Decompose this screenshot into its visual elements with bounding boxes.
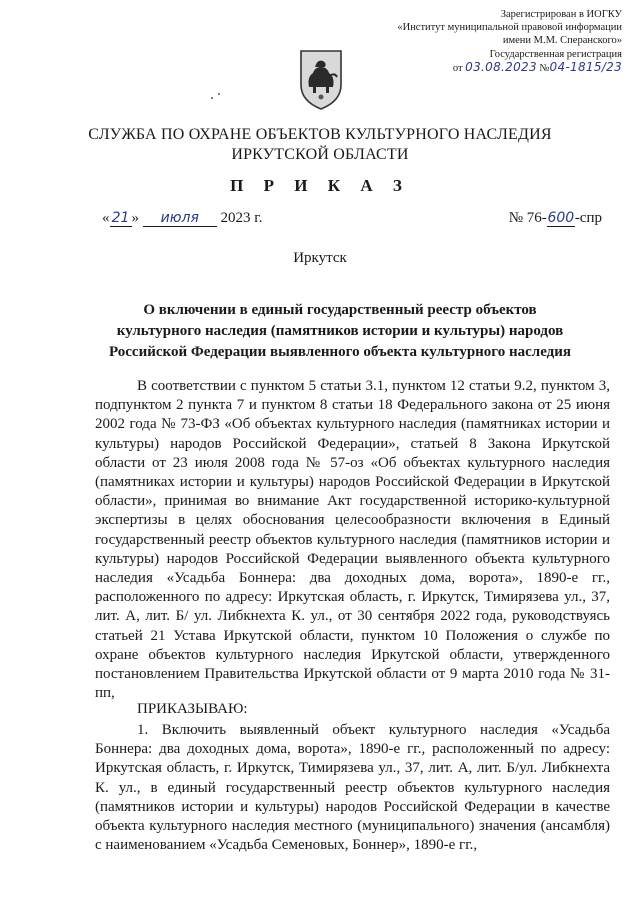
organization-line-1: СЛУЖБА ПО ОХРАНЕ ОБЪЕКТОВ КУЛЬТУРНОГО НАСЛЕДИЯ xyxy=(88,126,552,143)
order-number xyxy=(509,210,602,227)
number-handwritten: 600 xyxy=(547,210,575,226)
organization-name xyxy=(0,125,640,165)
document-type: П Р И К А З xyxy=(230,176,410,195)
document-title: О включении в единый государственный реестр объектов культурного наследия (памятников истории и культуры) народов Российской Федерации выявленного объекта культурного наследия xyxy=(108,302,572,360)
date-year: 2023 г. xyxy=(220,210,263,226)
date-day: 21 xyxy=(110,210,132,227)
preamble-paragraph: В соответствии с пунктом 5 статьи 3.1, пунктом 12 статьи 9.2, пунктом 3, подпунктом 2 пункта 7 и пунктом 8 статьи 18 Федерального закона от 25 июня 2002 года № 73-ФЗ «Об объектах культурного наследия (памятниках истории и культуры) народов Российской Федерации», статьей 8 Закона Иркутской области от 23 июля 2008 года № 57-оз «Об объектах культурного наследия (памятниках истории и культуры) народов Российской Федерации в Иркутской области», принимая во внимание Акт государственной историко-культурной экспертизы в целях обоснования целесообразности включения в Единый государственный реестр объектов культурного наследия (памятников истории и культуры) народов Российской Федерации выявленного объекта культурного наследия «Усадьба Боннера: два доходных дома, ворота», 1890-е гг., расположенного по адресу: Иркутская область, г. Иркутск, Тимирязева ул., 37, лит. А, лит. Б/ ул. Либкнехта К. ул., от 30 сентября 2022 года, руководствуясь статьей 21 Устава Иркутской области, пунктом 10 Положения о службе по охране объектов культурного наследия Иркутской области, утвержденного постановлением Правительства Иркутской области от 9 марта 2010 года № 31-пп, xyxy=(95,378,610,702)
registration-date-prefix: от xyxy=(452,62,463,74)
registration-number-prefix: № xyxy=(539,62,550,74)
number-prefix: № 76- xyxy=(508,210,547,226)
order-item-1: 1. Включить выявленный объект культурного наследия «Усадьба Боннера: два доходных дома, ворота», 1890-е гг., расположенный по адресу: Иркутская область, г. Иркутск, Тимирязева ул., 37, лит. А, лит. Б/ул. Либкнехта К. ул., в единый государственный реестр объектов культурного наследия (памятников истории и культуры) народов Российской Федерации в качестве объекта культурного наследия местного (муниципального) значения (ансамбля) с наименованием «Усадьба Семеновых, Боннер», 1890-е гг., xyxy=(95,722,610,854)
registration-line-2: «Институт муниципальной правовой информации xyxy=(397,22,622,34)
date-close-quote: » xyxy=(131,210,139,226)
registration-line-4: Государственная регистрация xyxy=(489,48,622,60)
registration-date-line xyxy=(362,61,622,75)
registration-stamp xyxy=(362,8,622,75)
order-word: ПРИКАЗЫВАЮ: xyxy=(137,701,248,717)
scan-speck xyxy=(211,97,213,99)
coat-of-arms-icon xyxy=(297,47,345,111)
scan-speck xyxy=(218,93,220,95)
city: Иркутск xyxy=(293,250,347,266)
organization-line-2: ИРКУТСКОЙ ОБЛАСТИ xyxy=(231,146,409,163)
date-open-quote: « xyxy=(102,210,110,226)
registration-date-handwritten: 03.08.2023 xyxy=(465,59,537,74)
registration-line-1: Зарегистрирован в ИОГКУ xyxy=(500,9,622,20)
order-date xyxy=(102,210,262,227)
number-suffix: -спр xyxy=(574,210,602,226)
registration-line-3: имени М.М. Сперанского» xyxy=(502,35,622,47)
date-month: июля xyxy=(143,210,217,227)
registration-number-handwritten: 04-1815/23 xyxy=(549,59,622,74)
